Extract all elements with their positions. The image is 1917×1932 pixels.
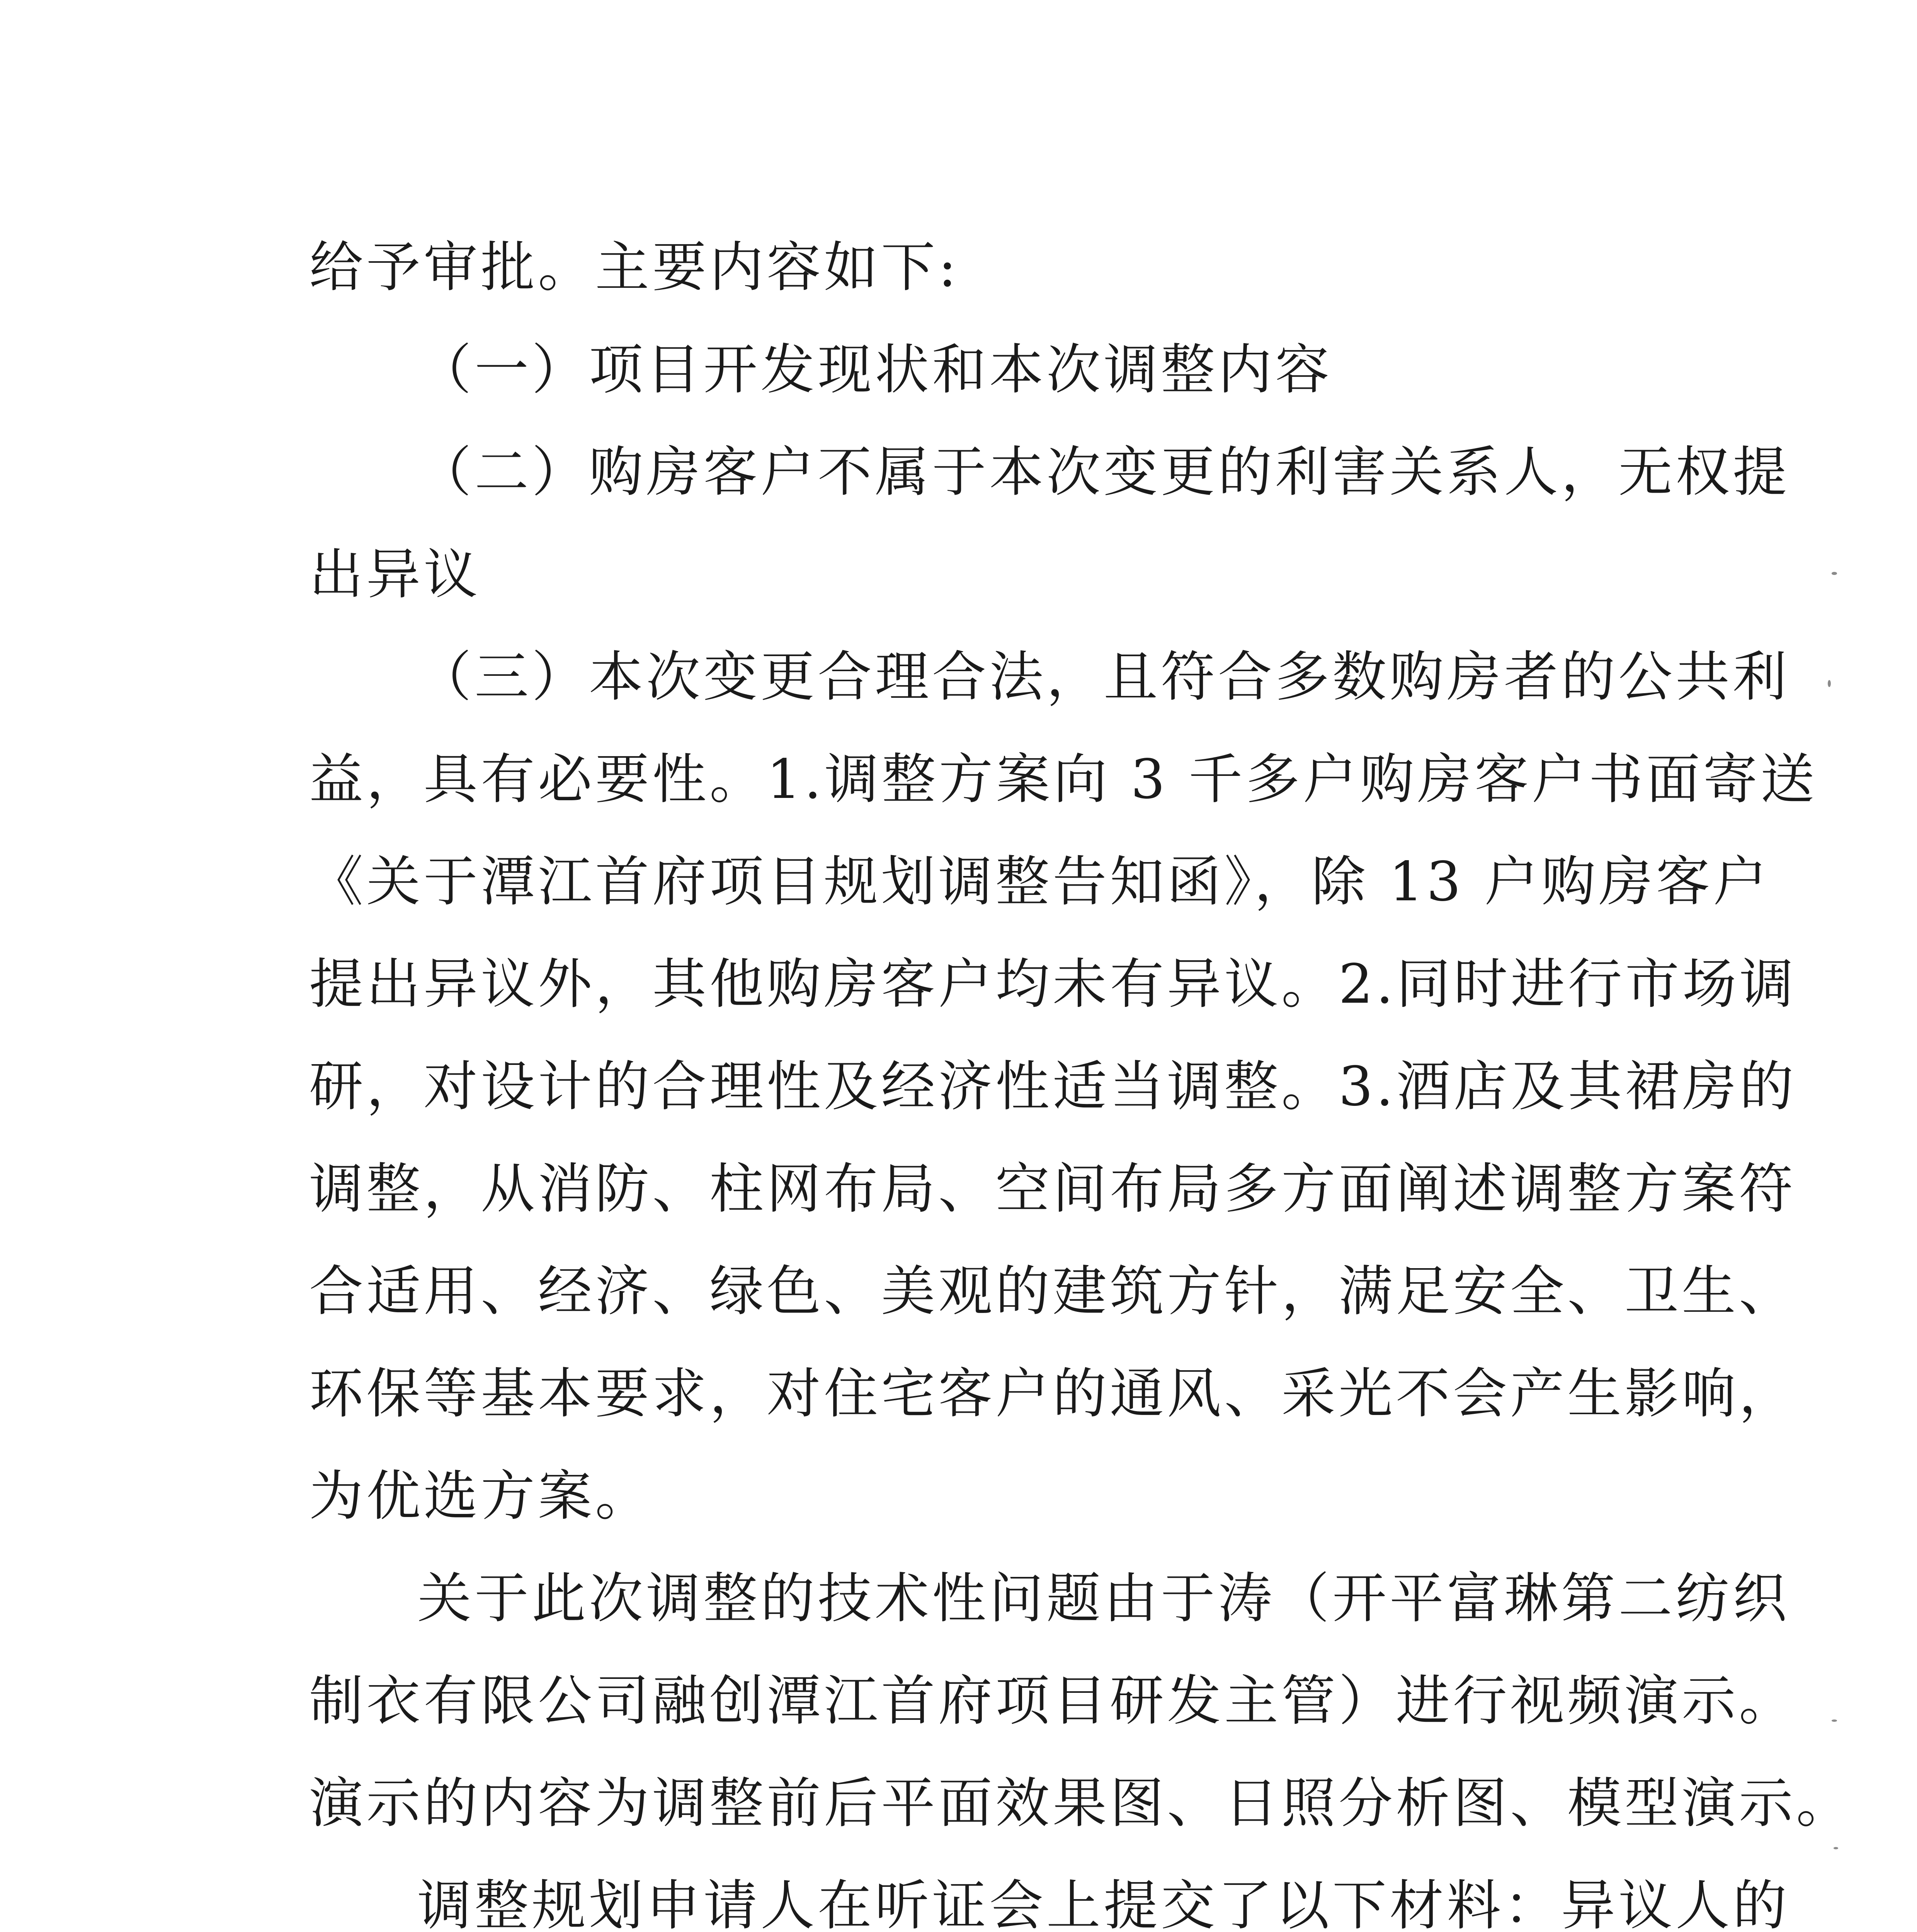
text-line: 制衣有限公司融创潭江首府项目研发主管）进行视频演示。 <box>309 1670 1796 1733</box>
text-line: 《关于潭江首府项目规划调整告知函》，除 13 户购房客户 <box>309 850 1771 913</box>
scan-speck <box>1832 572 1837 575</box>
text-line: 演示的内容为调整前后平面效果图、日照分析图、模型演示。 <box>309 1772 1854 1835</box>
text-line: 研，对设计的合理性及经济性适当调整。3.酒店及其裙房的 <box>309 1055 1797 1118</box>
text-line: 关于此次调整的技术性问题由于涛（开平富琳第二纺织 <box>417 1567 1790 1630</box>
scan-speck <box>1832 1719 1837 1722</box>
text-line: 合适用、经济、绿色、美观的建筑方针，满足安全、卫生、 <box>309 1260 1796 1323</box>
text-line: 提出异议外，其他购房客户均未有异议。2.同时进行市场调 <box>309 953 1797 1016</box>
body-text <box>309 216 1854 1932</box>
text-line: 为优选方案。 <box>309 1465 653 1528</box>
text-line: 益，具有必要性。1.调整方案向 3 千多户购房客户书面寄送 <box>309 748 1818 811</box>
text-line: 给予审批。主要内容如下: <box>309 236 960 299</box>
scan-speck <box>1828 680 1831 687</box>
text-line: （一）项目开发现状和本次调整内容 <box>417 338 1333 401</box>
text-line: 环保等基本要求，对住宅客户的通风、采光不会产生影响， <box>309 1362 1796 1425</box>
text-line: 出异议 <box>309 543 481 606</box>
text-line: 调整，从消防、柱网布局、空间布局多方面阐述调整方案符 <box>309 1158 1796 1221</box>
text-line: （二）购房客户不属于本次变更的利害关系人，无权提 <box>417 441 1790 504</box>
text-line: 调整规划申请人在听证会上提交了以下材料：异议人的 <box>417 1874 1790 1932</box>
scan-speck <box>1834 1847 1838 1849</box>
text-line: （三）本次变更合理合法，且符合多数购房者的公共利 <box>417 646 1790 709</box>
